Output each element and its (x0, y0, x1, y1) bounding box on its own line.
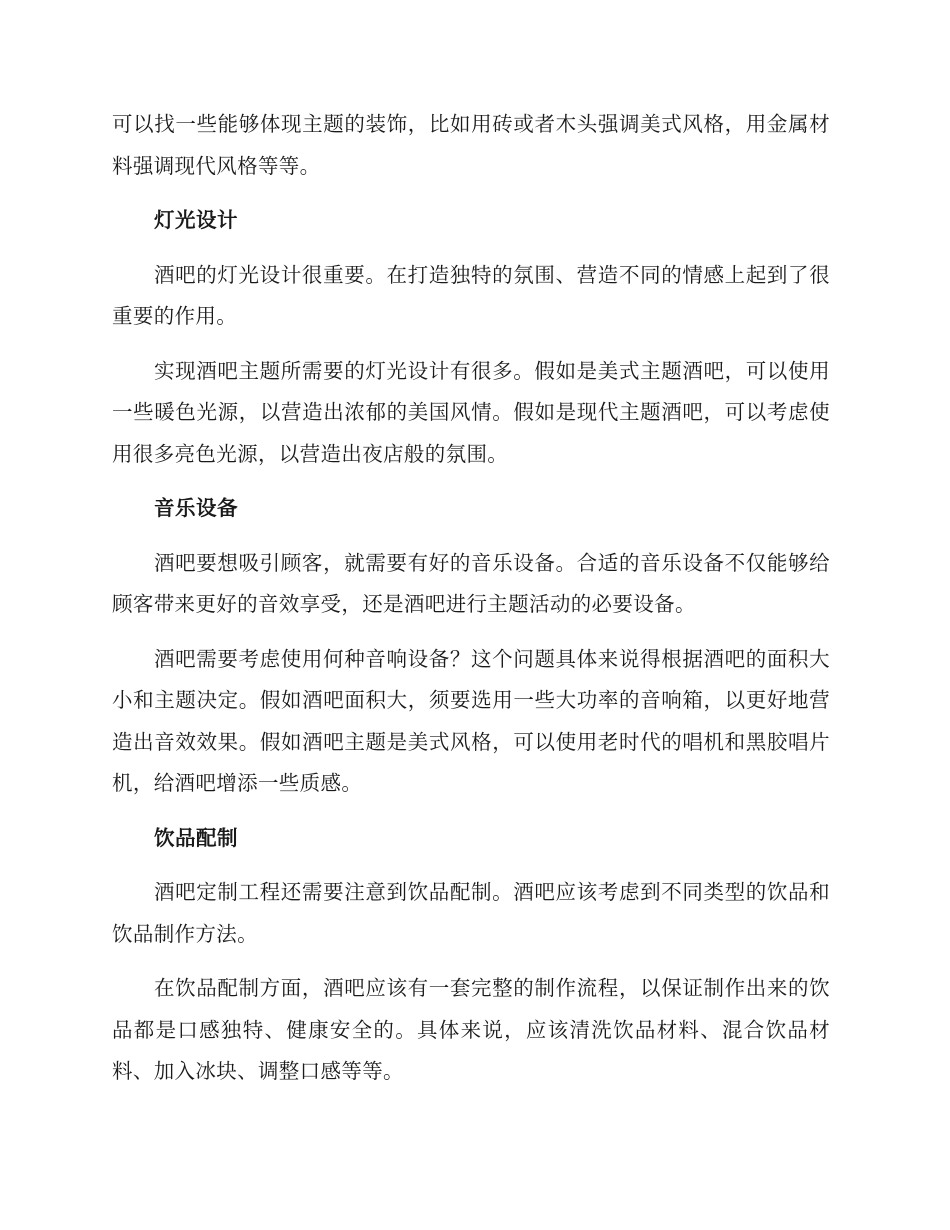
heading-lighting-design: 灯光设计 (154, 208, 238, 232)
paragraph-lighting-options: 实现酒吧主题所需要的灯光设计有很多。假如是美式主题酒吧，可以使用一些暖色光源，以营造出浓郁的美国风情。假如是现代主题酒吧，可以考虑使用很多亮色光源，以营造出夜店般的氛围。 (112, 358, 830, 466)
paragraph-lighting-importance: 酒吧的灯光设计很重要。在打造独特的氛围、营造不同的情感上起到了很重要的作用。 (112, 262, 830, 328)
paragraph-music-importance: 酒吧要想吸引顾客，就需要有好的音乐设备。合适的音乐设备不仅能够给顾客带来更好的音效享受，还是酒吧进行主题活动的必要设备。 (112, 550, 830, 616)
heading-music-equipment: 音乐设备 (154, 496, 238, 520)
heading-drink-preparation: 饮品配制 (154, 825, 238, 850)
paragraph-drink-types: 酒吧定制工程还需要注意到饮品配制。酒吧应该考虑到不同类型的饮品和饮品制作方法。 (112, 880, 830, 946)
paragraph-decoration: 可以找一些能够体现主题的装饰，比如用砖或者木头强调美式风格，用金属材料强调现代风格等等。 (112, 112, 830, 178)
paragraph-drink-process: 在饮品配制方面，酒吧应该有一套完整的制作流程，以保证制作出来的饮品都是口感独特、健康安全的。具体来说，应该清洗饮品材料、混合饮品材料、加入冰块、调整口感等等。 (112, 976, 830, 1083)
paragraph-music-selection: 酒吧需要考虑使用何种音响设备？这个问题具体来说得根据酒吧的面积大小和主题决定。假如酒吧面积大，须要选用一些大功率的音响箱，以更好地营造出音效效果。假如酒吧主题是美式风格，可以使用老时代的唱机和黑胶唱片机，给酒吧增添一些质感。 (112, 646, 830, 795)
document-page (112, 104, 830, 1106)
